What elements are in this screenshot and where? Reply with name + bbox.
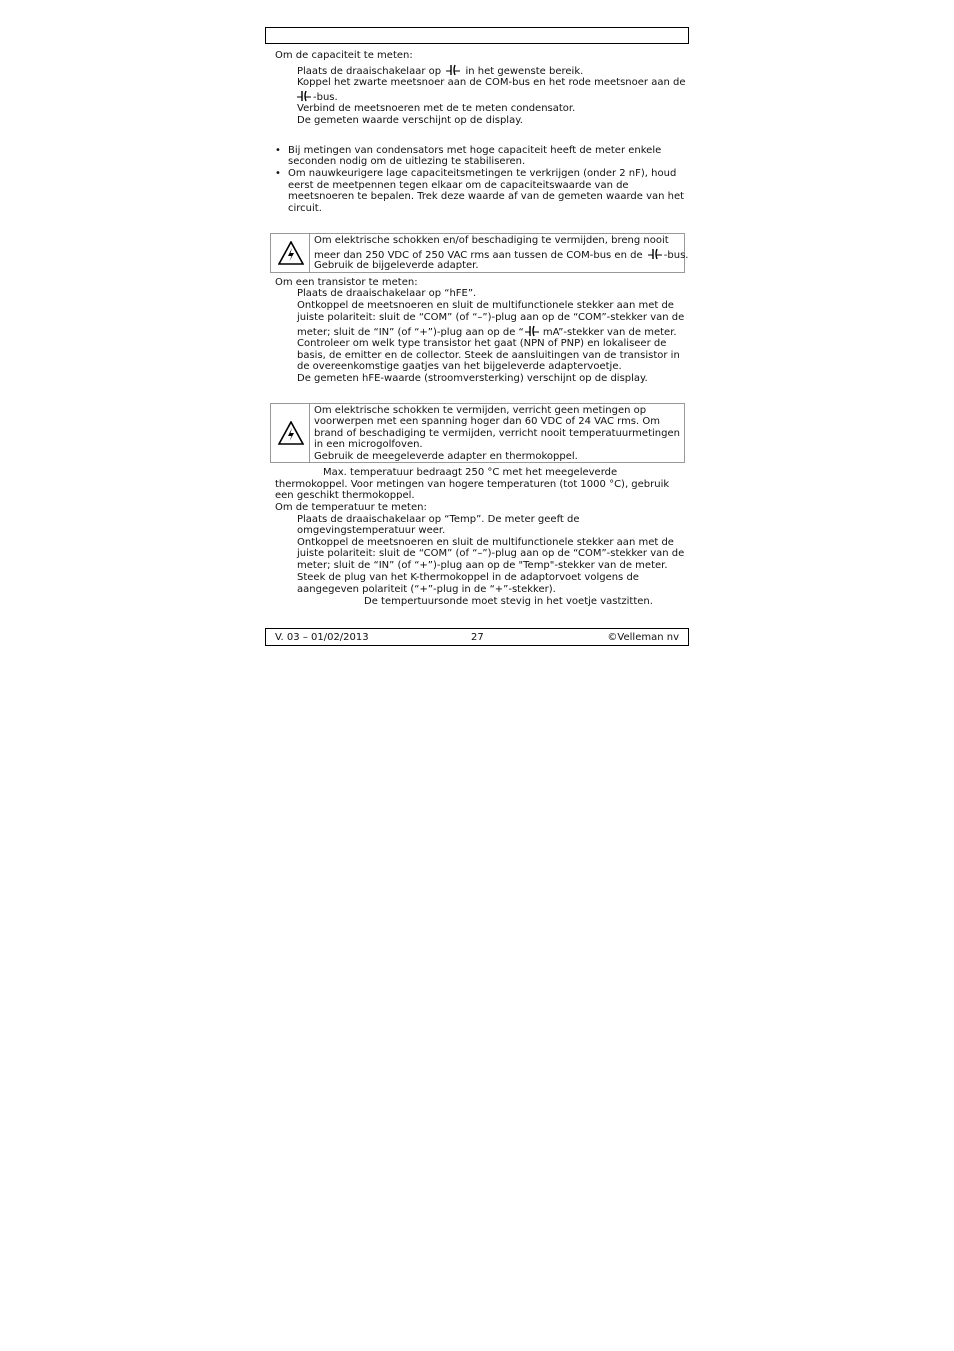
capacity-step-1-post: in het gewenste bereik.: [465, 66, 584, 77]
capacity-step-2-line2: [297, 90, 338, 104]
transistor-line-7: de overeenkomstige gaatjes van het bijgeleverde adaptervoetje.: [297, 361, 622, 372]
temperature-line-4: juiste polariteit: sluit de “COM” (of “–”)-plug aan op de “COM”-stekker van de: [297, 548, 685, 559]
temperature-line-3: Ontkoppel de meetsnoeren en sluit de multifunctionele stekker aan met de: [297, 537, 674, 548]
warning-box-1: [270, 233, 689, 273]
temperature-heading: Om de temperatuur te meten:: [275, 502, 427, 513]
note-2-line2: eerst de meetpennen tegen elkaar om de capaciteitswaarde van de: [288, 180, 629, 191]
footer-page-number: 27: [471, 632, 484, 643]
capacitor-icon: [446, 64, 460, 76]
temperature-line-5: meter; sluit de “IN” (of “+”)-plug aan op de "Temp"-stekker van de meter.: [297, 560, 668, 571]
warning-1-line2-pre: meer dan 250 VDC of 250 VAC rms aan tussen de COM-bus en de: [314, 250, 643, 261]
warning-1-line3: Gebruik de bijgeleverde adapter.: [314, 260, 479, 271]
electric-shock-warning-icon: [278, 421, 304, 445]
warning-box-2: [270, 403, 685, 463]
transistor-heading: Om een transistor te meten:: [275, 277, 418, 288]
capacity-step-2-suffix: -bus.: [313, 92, 338, 103]
warning-1-line1: Om elektrische schokken en/of beschadiging te vermijden, breng nooit: [314, 235, 669, 246]
transistor-line-4: [297, 325, 677, 339]
capacitor-icon: [525, 325, 539, 337]
temperature-note-line3: een geschikt thermokoppel.: [275, 490, 415, 501]
note-1-line2: seconden nodig om de uitlezing te stabiliseren.: [288, 156, 526, 167]
footer-copyright: ©Velleman nv: [607, 632, 679, 643]
warning-2-line2: voorwerpen met een spanning hoger dan 60 VDC of 24 VAC rms. Om: [314, 416, 660, 427]
temperature-line-7: aangegeven polariteit (“+”-plug in de “+”-stekker).: [297, 584, 556, 595]
capacity-heading: Om de capaciteit te meten:: [275, 50, 413, 61]
temperature-line-6: Steek de plug van het K-thermokoppel in de adaptorvoet volgens de: [297, 572, 639, 583]
page-footer: [265, 628, 689, 646]
warning-2-line3: brand of beschadiging te vermijden, verricht nooit temperatuurmetingen: [314, 428, 680, 439]
transistor-line-8: De gemeten hFE-waarde (stroomversterking) verschijnt op de display.: [297, 373, 648, 384]
bullet-icon: •: [275, 145, 281, 156]
temperature-line-8: De tempertuursonde moet stevig in het voetje vastzitten.: [364, 596, 653, 607]
transistor-line-1: Plaats de draaischakelaar op “hFE”.: [297, 288, 477, 299]
note-1-line1: Bij metingen van condensators met hoge capaciteit heeft de meter enkele: [288, 145, 662, 156]
note-2-line4: circuit.: [288, 203, 322, 214]
transistor-line-6: basis, de emitter en de collector. Steek de aansluitingen van de transistor in: [297, 350, 680, 361]
capacity-step-3: Verbind de meetsnoeren met de te meten condensator.: [297, 103, 576, 114]
capacity-step-1-pre: Plaats de draaischakelaar op: [297, 66, 442, 77]
warning-2-line4: in een microgolfoven.: [314, 439, 423, 450]
note-2-line1: Om nauwkeurigere lage capaciteitsmetingen te verkrijgen (onder 2 nF), houd: [288, 168, 677, 179]
warning-1-line2-post: -bus.: [663, 250, 689, 261]
warning-2-line5: Gebruik de meegeleverde adapter en thermokoppel.: [314, 451, 578, 462]
transistor-line-3: juiste polariteit: sluit de “COM” (of “–”)-plug aan op de “COM”-stekker van de: [297, 312, 685, 323]
warning-icon-cell: [271, 404, 310, 462]
transistor-line-2: Ontkoppel de meetsnoeren en sluit de multifunctionele stekker aan met de: [297, 300, 674, 311]
footer-version: V. 03 – 01/02/2013: [275, 632, 369, 643]
temperature-line-1: Plaats de draaischakelaar op “Temp”. De meter geeft de: [297, 514, 580, 525]
capacitor-icon: [648, 248, 662, 260]
bullet-icon: •: [275, 168, 281, 179]
transistor-line-4-pre: meter; sluit de “IN” (of “+”)-plug aan op de “: [297, 327, 524, 338]
note-2-line3: meetsnoeren te bepalen. Trek deze waarde af van de gemeten waarde van het: [288, 191, 685, 202]
transistor-line-4-post: mA”-stekker van de meter.: [542, 327, 677, 338]
electric-shock-warning-icon: [278, 241, 304, 265]
transistor-line-5: Controleer om welk type transistor het gaat (NPN of PNP) en lokaliseer de: [297, 338, 667, 349]
capacitor-icon: [297, 90, 311, 102]
temperature-note-line1: Max. temperatuur bedraagt 250 °C met het meegeleverde: [323, 467, 618, 478]
warning-icon-cell: [271, 234, 310, 272]
warning-2-line1: Om elektrische schokken te vermijden, verricht geen metingen op: [314, 405, 647, 416]
capacity-step-2-line1: Koppel het zwarte meetsnoer aan de COM-bus en het rode meetsnoer aan de: [297, 77, 686, 88]
capacity-step-4: De gemeten waarde verschijnt op de display.: [297, 115, 523, 126]
temperature-note-line2: thermokoppel. Voor metingen van hogere temperaturen (tot 1000 °C), gebruik: [275, 479, 670, 490]
header-box: [265, 27, 689, 44]
temperature-line-2: omgevingstemperatuur weer.: [297, 525, 446, 536]
capacity-step-1: [297, 64, 583, 78]
